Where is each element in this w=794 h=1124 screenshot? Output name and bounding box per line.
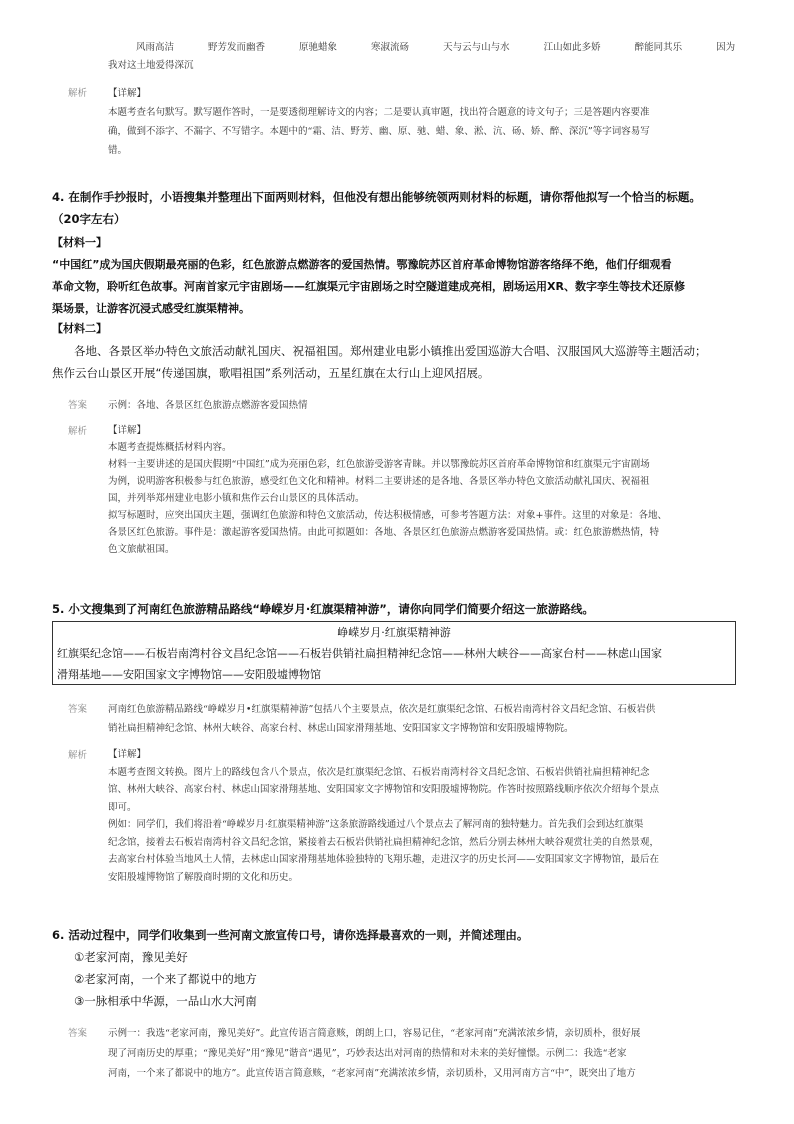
answer-words-continued: 我对这土地爱得深沉 (108, 60, 194, 71)
answer-line: 销社扁担精神纪念馆、林州大峡谷、高家台村、林虑山国家滑翔基地、安阳国家文字博物馆和安阳殷墟博物院。 (108, 723, 574, 734)
detail-line: 确，做到不添字、不漏字、不写错字。本题中的“霜、洁、野芳、幽、原、驰、蜡、象、淞、沆、砀、娇、醉、深沉”等字词容易写 (108, 126, 650, 137)
detail-line: 为例，说明游客积极参与红色旅游，感受红色文化和精神。材料二主要讲述的是各地、各景区举办特色文旅活动献礼国庆、祝福祖 (108, 476, 650, 487)
answer-word: 野芳发而幽香 (208, 42, 266, 53)
material-2-line: 焦作云台山景区开展“传递国旗，歌唱祖国”系列活动，五星红旗在太行山上迎风招展。 (52, 366, 490, 380)
answer-line: 河南红色旅游精品路线“峥嵘岁月•红旗渠精神游”包括八个主要景点，依次是红旗渠纪念馆、石板岩南湾村谷文昌纪念馆、石板岩供 (108, 704, 656, 715)
q4-answer: 示例：各地、各景区红色旅游点燃游客爱国热情 (108, 400, 308, 411)
material-2-text (52, 340, 752, 384)
material-2-line: 各地、各景区举办特色文旅活动献礼国庆、祝福祖国。郑州建业电影小镇推出爱国巡游大合唱、汉服国风大巡游等主题活动； (74, 344, 707, 358)
material-1-text (52, 254, 752, 320)
question-5: 5. 小文搜集到了河南红色旅游精品路线“峥嵘岁月·红旗渠精神游”，请你向同学们简要介绍这一旅游路线。 (52, 602, 594, 616)
answer-word: 江山如此多娇 (543, 42, 601, 53)
detail-heading: 【详解】 (108, 88, 147, 99)
answer-word: 寒淑流砀 (371, 42, 410, 53)
detail-line: 本题考查提炼概括材料内容。 (108, 442, 232, 453)
detail-line: 去高家台村体验当地风土人情，去林虑山国家滑翔基地体验独特的飞翔乐趣，走进汉字的历史长河——安阳国家文字博物馆，最后在 (108, 854, 660, 865)
route-line: 滑翔基地——安阳国家文字博物馆——安阳殷墟博物馆 (57, 668, 321, 681)
analysis-label: 解析 (68, 88, 88, 99)
answer-word: 醉能同其乐 (634, 42, 683, 53)
slogan-option: ③一脉相承中华源，一品山水大河南 (74, 994, 257, 1008)
detail-line: 例如：同学们，我们将沿着“峥嵘岁月·红旗渠精神游”这条旅游路线通过八个景点去了解河南的独特魅力。首先我们会到达红旗渠 (108, 819, 644, 830)
answer-line: 示例一：我选“老家河南，豫见美好”。此宣传语言简意赅，朗朗上口，容易记住，“老家河南”充满浓浓乡情，亲切质朴，很好展 (108, 1028, 641, 1039)
question-4-line: （20字左右） (52, 212, 126, 226)
slogan-option: ①老家河南，豫见美好 (74, 950, 188, 964)
detail-line: 材料一主要讲述的是国庆假期“中国红”成为亮丽色彩，红色旅游受游客青睐。并以鄂豫皖苏区首府革命博物馆和红旗渠元宇宙剧场 (108, 459, 650, 470)
detail-heading: 【详解】 (108, 425, 147, 436)
slogan-options (74, 946, 257, 1012)
answer-word: 风雨高洁 (136, 42, 175, 53)
q5-detail-block (108, 746, 728, 886)
detail-line: 纪念馆，接着去石板岩南湾村谷文昌纪念馆，紧接着去石板岩供销社扁担精神纪念馆，然后分别去林州大峡谷观赏壮美的自然景观， (108, 836, 660, 848)
detail-line: 色文旅献祖国。 (108, 544, 175, 555)
analysis-label: 解析 (68, 750, 88, 761)
answer-label: 答案 (68, 704, 88, 715)
detail-line: 拟写标题时，应突出国庆主题，强调红色旅游和特色文旅活动，传达积极情感，可参考答题方法：对象+事件。这里的对象是：各地、 (108, 510, 667, 521)
material-1-line: 渠场景，让游客沉浸式感受红旗渠精神。 (52, 302, 250, 315)
material-2-label: 【材料二】 (52, 322, 107, 335)
material-1-label: 【材料一】 (52, 236, 107, 249)
question-4-line: 4. 在制作手抄报时，小语搜集并整理出下面两则材料，但他没有想出能够统领两则材料的标题，请你帮他拟写一个恰当的标题。 (52, 190, 701, 204)
question-6: 6. 活动过程中，同学们收集到一些河南文旅宣传口号，请你选择最喜欢的一则，并简述理由。 (52, 928, 529, 942)
route-box (52, 621, 736, 685)
detail-line: 本题考查名句默写。默写题作答时，一是要透彻理解诗文的内容；二是要认真审题，找出符合题意的诗文句子；三是答题内容要准 (108, 107, 650, 118)
detail-line: 馆、林州大峡谷、高家台村、林虑山国家滑翔基地、安阳国家文字博物馆和安阳殷墟博物院。作答时按照路线顺序依次介绍每个景点 (108, 784, 660, 795)
detail-line: 各景区红色旅游。事件是：激起游客爱国热情。由此可拟题如：各地、各景区红色旅游点燃游客爱国热情。或：红色旅游燃热情，特 (108, 527, 660, 538)
q6-answer (108, 1024, 728, 1084)
top-detail-block (108, 84, 728, 160)
route-line: 红旗渠纪念馆——石板岩南湾村谷文昌纪念馆——石板岩供销社扁担精神纪念馆——林州大峡谷——高家台村——林虑山国家 (57, 647, 662, 660)
q5-answer (108, 700, 728, 738)
answer-word: 天与云与山与水 (443, 42, 510, 53)
detail-line: 安阳殷墟博物馆了解殷商时期的文化和历史。 (108, 871, 299, 883)
detail-line: 即可。 (108, 801, 137, 813)
detail-line: 本题考查图文转换。图片上的路线包含八个景点，依次是红旗渠纪念馆、石板岩南湾村谷文昌纪念馆、石板岩供销社扁担精神纪念 (108, 766, 650, 778)
answer-word: 原驰蜡象 (299, 42, 338, 53)
material-1-line: 革命文物，聆听红色故事。河南首家元宇宙剧场——红旗渠元宇宙剧场之时空隧道建成亮相，剧场运用XR、数字孪生等技术还原修 (52, 280, 685, 293)
q4-detail-block (108, 422, 728, 558)
answer-line: 河南，一个来了都说中的地方”。此宣传语言简意赅，“老家河南”充满浓浓乡情，亲切质朴，又用河南方言“中”，既突出了地方 (108, 1068, 636, 1079)
answer-label: 答案 (68, 400, 88, 411)
answer-label: 答案 (68, 1028, 88, 1039)
answer-word: 因为 (716, 42, 736, 53)
detail-line: 错。 (108, 145, 128, 156)
detail-heading: 【详解】 (108, 749, 147, 760)
material-1-line: “中国红”成为国庆假期最亮丽的色彩，红色旅游点燃游客的爱国热情。鄂豫皖苏区首府革命博物馆游客络绎不绝，他们仔细观看 (52, 258, 672, 271)
route-title: 峥嵘岁月·红旗渠精神游 (337, 626, 451, 639)
detail-line: 国，并列举郑州建业电影小镇和焦作云台山景区的具体活动。 (108, 493, 365, 504)
answer-line: 现了河南历史的厚重；“豫见美好”用“豫见”谐音“遇见”，巧妙表达出对河南的热情和对未来的美好憧憬。示例二：我选“老家 (108, 1048, 627, 1059)
slogan-option: ②老家河南，一个来了都说中的地方 (74, 972, 257, 986)
question-4 (52, 186, 752, 230)
analysis-label: 解析 (68, 426, 88, 437)
fill-in-answer-words (136, 38, 776, 57)
